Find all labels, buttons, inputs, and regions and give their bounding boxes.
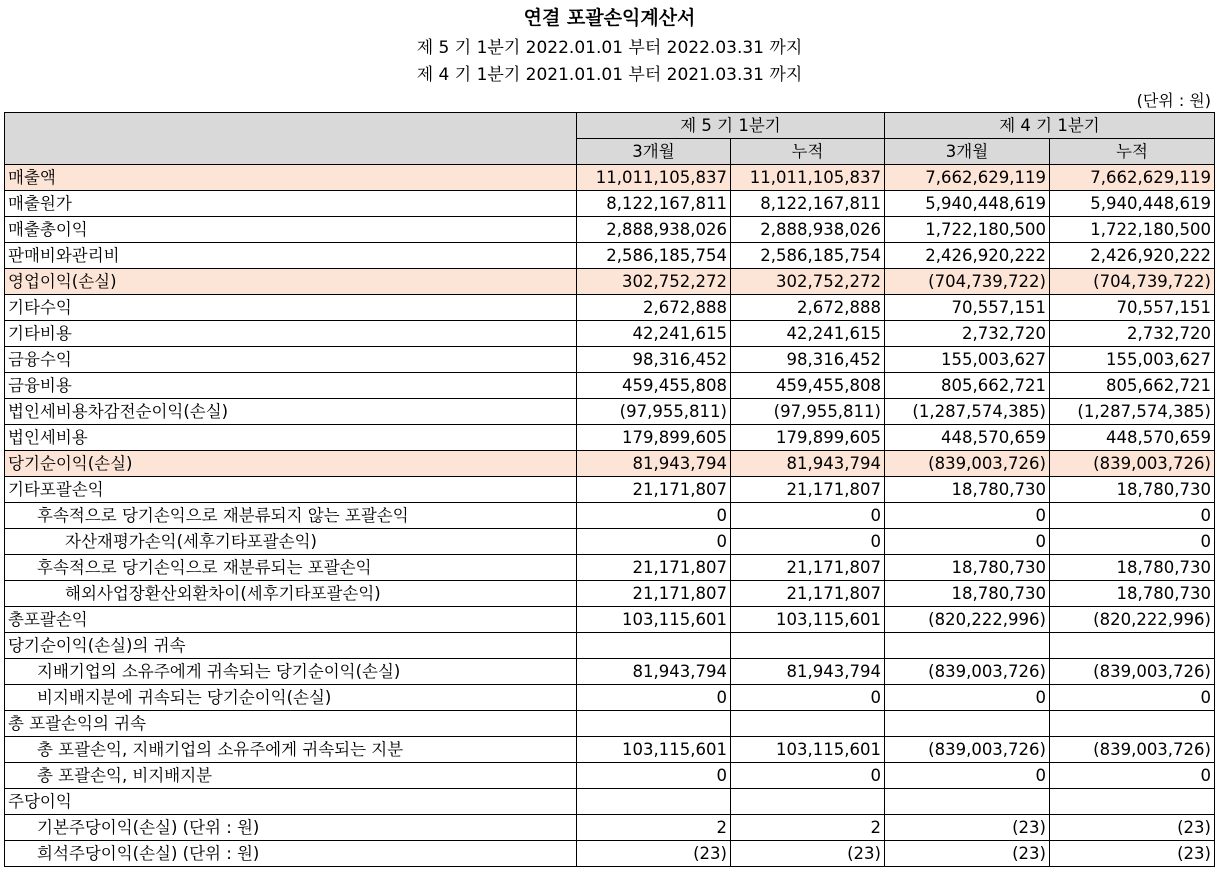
row-value: 2,586,185,754 xyxy=(577,243,731,269)
row-value: 2,426,920,222 xyxy=(885,243,1050,269)
row-value: 459,455,808 xyxy=(577,373,731,399)
table-row xyxy=(5,295,1215,321)
row-value xyxy=(885,711,1050,737)
table-row xyxy=(5,581,1215,607)
table-row xyxy=(5,659,1215,685)
row-value: (839,003,726) xyxy=(1050,451,1215,477)
header-cumulative-current: 누적 xyxy=(731,139,885,165)
row-value: 70,557,151 xyxy=(1050,295,1215,321)
row-label: 매출총이익 xyxy=(5,217,577,243)
row-value: 179,899,605 xyxy=(577,425,731,451)
row-value: 21,171,807 xyxy=(577,477,731,503)
row-value: 0 xyxy=(731,685,885,711)
row-value: 302,752,272 xyxy=(577,269,731,295)
row-value: 0 xyxy=(731,529,885,555)
row-value: 21,171,807 xyxy=(731,555,885,581)
row-value: 18,780,730 xyxy=(1050,555,1215,581)
row-value: (704,739,722) xyxy=(1050,269,1215,295)
row-label: 매출액 xyxy=(5,165,577,191)
current-period: 제 5 기 1분기 2022.01.01 부터 2022.03.31 까지 xyxy=(416,38,803,58)
row-value: (23) xyxy=(731,841,885,867)
header-3month-prior: 3개월 xyxy=(885,139,1050,165)
row-value: (97,955,811) xyxy=(577,399,731,425)
table-row xyxy=(5,789,1215,815)
row-value: (820,222,996) xyxy=(1050,607,1215,633)
row-label: 기본주당이익(손실) (단위 : 원) xyxy=(5,815,577,841)
row-label: 총 포괄손익, 지배기업의 소유주에게 귀속되는 지분 xyxy=(5,737,577,763)
row-value xyxy=(885,633,1050,659)
row-value xyxy=(731,789,885,815)
table-row xyxy=(5,477,1215,503)
row-value xyxy=(731,633,885,659)
row-value xyxy=(885,789,1050,815)
row-value: 0 xyxy=(577,763,731,789)
row-value: 0 xyxy=(885,503,1050,529)
row-label: 총포괄손익 xyxy=(5,607,577,633)
row-value: 8,122,167,811 xyxy=(731,191,885,217)
row-value: (704,739,722) xyxy=(885,269,1050,295)
table-row xyxy=(5,737,1215,763)
row-value: 7,662,629,119 xyxy=(1050,165,1215,191)
row-value: 98,316,452 xyxy=(577,347,731,373)
row-value: 1,722,180,500 xyxy=(885,217,1050,243)
row-label: 당기순이익(손실)의 귀속 xyxy=(5,633,577,659)
table-body xyxy=(5,165,1215,867)
row-value: 2,672,888 xyxy=(731,295,885,321)
row-label: 매출원가 xyxy=(5,191,577,217)
row-value: 81,943,794 xyxy=(731,451,885,477)
income-statement-table xyxy=(4,112,1215,867)
row-value: 103,115,601 xyxy=(731,737,885,763)
table-row xyxy=(5,347,1215,373)
row-label: 기타수익 xyxy=(5,295,577,321)
row-value: 0 xyxy=(885,763,1050,789)
row-value: (23) xyxy=(1050,815,1215,841)
row-value: (839,003,726) xyxy=(885,737,1050,763)
row-value: (23) xyxy=(1050,841,1215,867)
row-label: 금융비용 xyxy=(5,373,577,399)
row-value: 8,122,167,811 xyxy=(577,191,731,217)
row-value: 155,003,627 xyxy=(885,347,1050,373)
row-value: 2,586,185,754 xyxy=(731,243,885,269)
unit-label: (단위 : 원) xyxy=(1136,91,1211,110)
table-row xyxy=(5,685,1215,711)
row-value: 0 xyxy=(577,529,731,555)
row-value: 18,780,730 xyxy=(885,477,1050,503)
row-value xyxy=(577,711,731,737)
row-label: 당기순이익(손실) xyxy=(5,451,577,477)
row-value: 0 xyxy=(577,503,731,529)
row-value: 0 xyxy=(1050,503,1215,529)
row-value: 2,732,720 xyxy=(1050,321,1215,347)
row-value: 11,011,105,837 xyxy=(731,165,885,191)
row-value: 2,672,888 xyxy=(577,295,731,321)
header-blank xyxy=(5,113,577,165)
row-value: 81,943,794 xyxy=(577,451,731,477)
table-row xyxy=(5,711,1215,737)
row-value: 0 xyxy=(731,763,885,789)
row-value xyxy=(577,633,731,659)
row-value: 103,115,601 xyxy=(577,607,731,633)
row-value: 448,570,659 xyxy=(885,425,1050,451)
row-value: 0 xyxy=(885,685,1050,711)
row-value: (1,287,574,385) xyxy=(1050,399,1215,425)
table-row xyxy=(5,763,1215,789)
row-value: 179,899,605 xyxy=(731,425,885,451)
row-label: 총 포괄손익, 비지배지분 xyxy=(5,763,577,789)
row-value: 1,722,180,500 xyxy=(1050,217,1215,243)
table-row xyxy=(5,373,1215,399)
row-label: 총 포괄손익의 귀속 xyxy=(5,711,577,737)
table-row xyxy=(5,815,1215,841)
row-value: 2,426,920,222 xyxy=(1050,243,1215,269)
header-row-groups xyxy=(5,113,1215,139)
header-cumulative-prior: 누적 xyxy=(1050,139,1215,165)
row-label: 영업이익(손실) xyxy=(5,269,577,295)
row-value: 21,171,807 xyxy=(577,555,731,581)
header-3month-current: 3개월 xyxy=(577,139,731,165)
row-value: 21,171,807 xyxy=(731,581,885,607)
row-value: 2 xyxy=(577,815,731,841)
row-value: 81,943,794 xyxy=(731,659,885,685)
row-value: 302,752,272 xyxy=(731,269,885,295)
row-value xyxy=(1050,711,1215,737)
row-label: 법인세비용차감전순이익(손실) xyxy=(5,399,577,425)
row-value: 21,171,807 xyxy=(731,477,885,503)
row-value xyxy=(1050,633,1215,659)
row-value: 448,570,659 xyxy=(1050,425,1215,451)
row-value: (839,003,726) xyxy=(885,659,1050,685)
row-value: 18,780,730 xyxy=(1050,581,1215,607)
table-row xyxy=(5,243,1215,269)
row-label: 비지배지분에 귀속되는 당기순이익(손실) xyxy=(5,685,577,711)
row-label: 후속적으로 당기손익으로 재분류되지 않는 포괄손익 xyxy=(5,503,577,529)
row-value: 155,003,627 xyxy=(1050,347,1215,373)
prior-period: 제 4 기 1분기 2021.01.01 부터 2021.03.31 까지 xyxy=(416,65,803,85)
row-value: 18,780,730 xyxy=(885,581,1050,607)
row-value: 18,780,730 xyxy=(1050,477,1215,503)
row-label: 기타비용 xyxy=(5,321,577,347)
row-value: 5,940,448,619 xyxy=(885,191,1050,217)
row-value: 2,888,938,026 xyxy=(731,217,885,243)
row-label: 지배기업의 소유주에게 귀속되는 당기순이익(손실) xyxy=(5,659,577,685)
row-label: 금융수익 xyxy=(5,347,577,373)
row-value: 0 xyxy=(1050,685,1215,711)
row-value: 18,780,730 xyxy=(885,555,1050,581)
row-value: (1,287,574,385) xyxy=(885,399,1050,425)
row-value xyxy=(577,789,731,815)
row-label: 후속적으로 당기손익으로 재분류되는 포괄손익 xyxy=(5,555,577,581)
header-current-period: 제 5 기 1분기 xyxy=(577,113,885,139)
row-value xyxy=(731,711,885,737)
table-row xyxy=(5,191,1215,217)
row-value: (820,222,996) xyxy=(885,607,1050,633)
row-value: (839,003,726) xyxy=(1050,737,1215,763)
row-label: 주당이익 xyxy=(5,789,577,815)
table-row xyxy=(5,217,1215,243)
row-value: (23) xyxy=(885,815,1050,841)
row-value: 0 xyxy=(577,685,731,711)
row-value: 21,171,807 xyxy=(577,581,731,607)
row-value: 805,662,721 xyxy=(885,373,1050,399)
table-row xyxy=(5,165,1215,191)
table-row xyxy=(5,633,1215,659)
row-label: 법인세비용 xyxy=(5,425,577,451)
row-value: 0 xyxy=(885,529,1050,555)
row-value: 70,557,151 xyxy=(885,295,1050,321)
row-value: (97,955,811) xyxy=(731,399,885,425)
row-value: 11,011,105,837 xyxy=(577,165,731,191)
row-value: 2,732,720 xyxy=(885,321,1050,347)
row-label: 자산재평가손익(세후기타포괄손익) xyxy=(5,529,577,555)
row-value: (23) xyxy=(577,841,731,867)
row-value xyxy=(1050,789,1215,815)
row-label: 판매비와관리비 xyxy=(5,243,577,269)
row-label: 해외사업장환산외환차이(세후기타포괄손익) xyxy=(5,581,577,607)
row-value: (23) xyxy=(885,841,1050,867)
row-value: 42,241,615 xyxy=(577,321,731,347)
row-value: 103,115,601 xyxy=(577,737,731,763)
table-row xyxy=(5,425,1215,451)
row-value: 2,888,938,026 xyxy=(577,217,731,243)
row-value: 7,662,629,119 xyxy=(885,165,1050,191)
row-value: 42,241,615 xyxy=(731,321,885,347)
table-row xyxy=(5,451,1215,477)
header-prior-period: 제 4 기 1분기 xyxy=(885,113,1215,139)
row-value: 98,316,452 xyxy=(731,347,885,373)
row-value: 103,115,601 xyxy=(731,607,885,633)
table-row xyxy=(5,607,1215,633)
row-value: 81,943,794 xyxy=(577,659,731,685)
table-row xyxy=(5,841,1215,867)
row-value: (839,003,726) xyxy=(885,451,1050,477)
row-value: 0 xyxy=(1050,529,1215,555)
table-row xyxy=(5,529,1215,555)
table-row xyxy=(5,269,1215,295)
row-value: 805,662,721 xyxy=(1050,373,1215,399)
table-row xyxy=(5,555,1215,581)
statement-title: 연결 포괄손익계산서 xyxy=(523,7,696,29)
row-value: 0 xyxy=(731,503,885,529)
row-value: 5,940,448,619 xyxy=(1050,191,1215,217)
table-row xyxy=(5,503,1215,529)
table-row xyxy=(5,321,1215,347)
row-label: 희석주당이익(손실) (단위 : 원) xyxy=(5,841,577,867)
row-value: 459,455,808 xyxy=(731,373,885,399)
row-value: (839,003,726) xyxy=(1050,659,1215,685)
row-label: 기타포괄손익 xyxy=(5,477,577,503)
row-value: 2 xyxy=(731,815,885,841)
table-row xyxy=(5,399,1215,425)
row-value: 0 xyxy=(1050,763,1215,789)
